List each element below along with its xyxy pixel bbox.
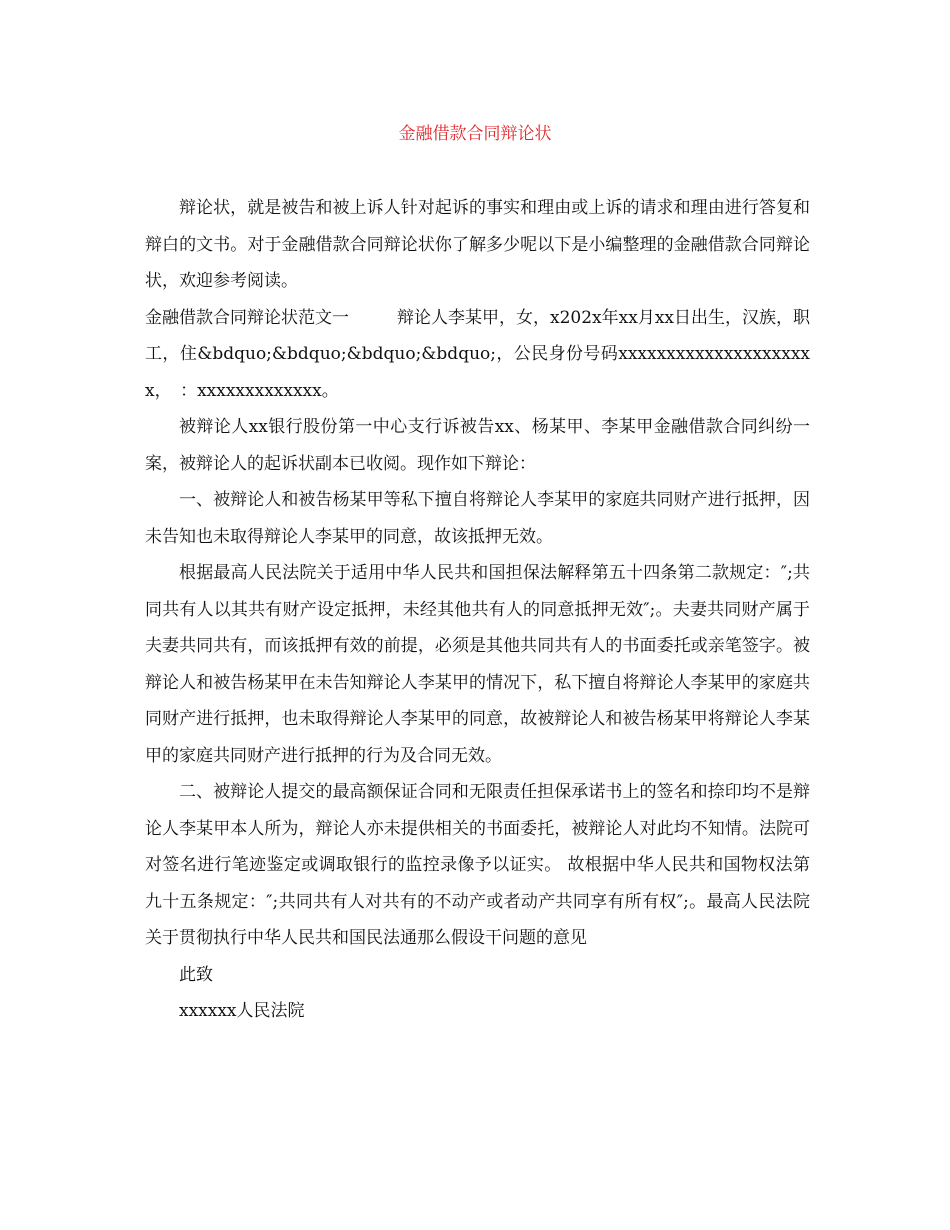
party-info-text: 辩论人李某甲，女，x202x年xx月xx日出生，汉族，职工，住&bdquo;&bdquo;&bdquo;&bdquo;，公民身份号码xxxxxxxxxxxxxxxxxxxxx， ：xxxxxxxxxxxxx。 xyxy=(145,307,810,401)
court-name: xxxxxx人民法院 xyxy=(179,1001,305,1021)
sample-heading: 金融借款合同辩论状范文一 xyxy=(145,307,350,328)
document-title: 金融借款合同辩论状 xyxy=(398,124,552,144)
point-two-paragraph: 二、被辩论人提交的最高额保证合同和无限责任担保承诺书上的签名和捺印均不是辩论人李某甲本人所为，辩论人亦未提供相关的书面委托，被辩论人对此均不知情。法院可对签名进行笔迹鉴定或调取银行的监控录像予以证实。 故根据中华人民共和国物权法第九十五条规定：″;共同共有人对共有的不动产或者动产共同享有所有权″;。最高人民法院关于贯彻执行中华人民共和国民法通那么假设干问题的意见 xyxy=(145,782,810,948)
document-body xyxy=(145,190,810,1030)
party-info-paragraph xyxy=(145,300,810,410)
closing-line: 此致 xyxy=(179,964,213,985)
point-one-basis-paragraph: 根据最高人民法院关于适用中华人民共和国担保法解释第五十四条第二款规定：″;共同共有人以其共有财产设定抵押，未经其他共有人的同意抵押无效″;。夫妻共同财产属于夫妻共同共有，而该抵押有效的前提，必须是其他共同共有人的书面委托或亲笔签字。被辩论人和被告杨某甲在未告知辩论人李某甲的情况下，私下擅自将辩论人李某甲的家庭共同财产进行抵押，也未取得辩论人李某甲的同意，故被辩论人和被告杨某甲将辩论人李某甲的家庭共同财产进行抵押的行为及合同无效。 xyxy=(145,563,810,766)
point-one-paragraph: 一、被辩论人和被告杨某甲等私下擅自将辩论人李某甲的家庭共同财产进行抵押，因未告知也未取得辩论人李某甲的同意，故该抵押无效。 xyxy=(145,490,810,547)
case-intro-paragraph: 被辩论人xx银行股份第一中心支行诉被告xx、杨某甲、李某甲金融借款合同纠纷一案，被辩论人的起诉状副本已收阅。现作如下辩论： xyxy=(145,417,810,474)
intro-paragraph: 辩论状，就是被告和被上诉人针对起诉的事实和理由或上诉的请求和理由进行答复和辩白的文书。对于金融借款合同辩论状你了解多少呢以下是小编整理的金融借款合同辩论状，欢迎参考阅读。 xyxy=(145,198,810,291)
